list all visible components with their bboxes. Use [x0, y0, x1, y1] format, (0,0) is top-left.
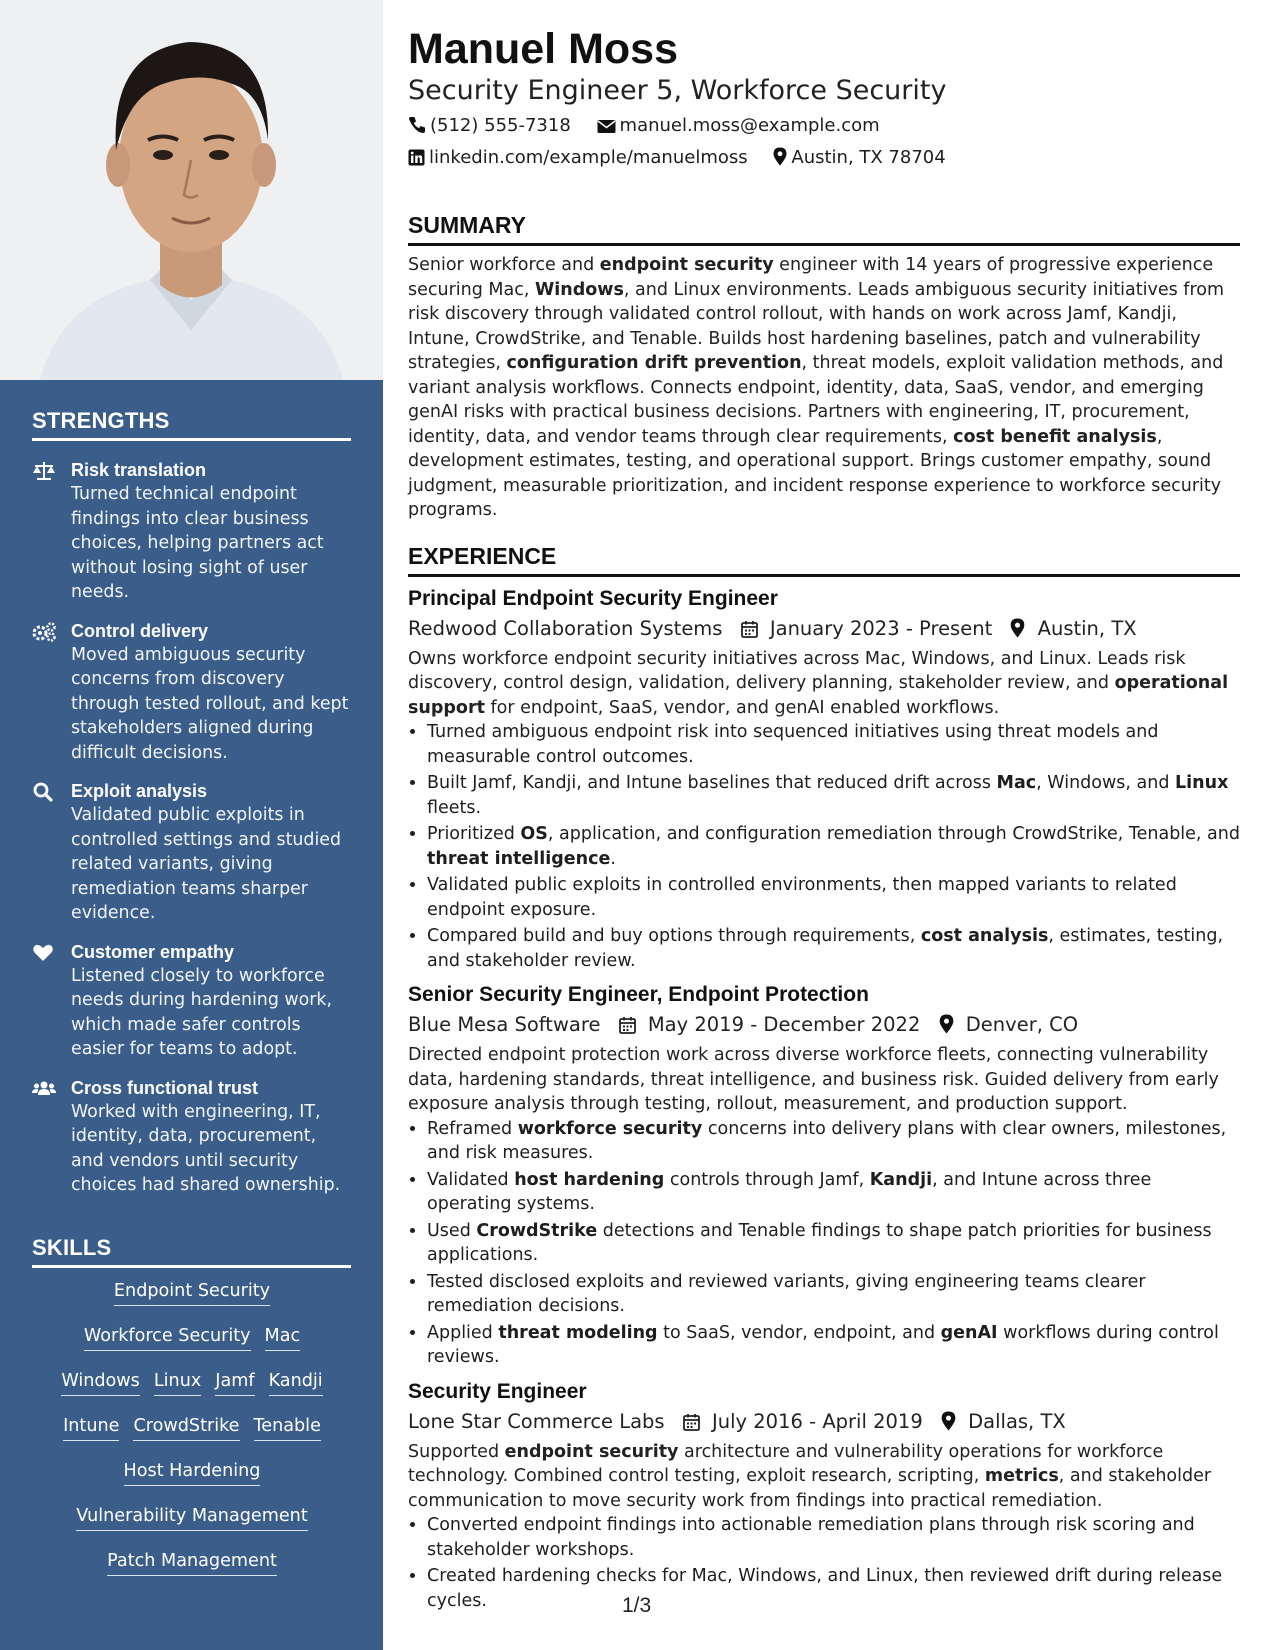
- bullet-item: [427, 924, 1240, 973]
- skill-tag: Endpoint Security: [114, 1280, 270, 1306]
- text-run: detections and Tenable findings to shape patch priorities for business applications.: [427, 1220, 1212, 1265]
- text-run: , estimates, testing, and stakeholder review.: [427, 926, 1224, 971]
- text-run: , Windows, and: [1036, 773, 1176, 793]
- text-run: Validated: [427, 1169, 515, 1190]
- calendar-icon: [741, 620, 758, 638]
- strengths-list: [32, 458, 354, 1212]
- strength-description: Validated public exploits in controlled settings and studied related variants, giving remediation teams sharper evidence.: [71, 805, 342, 923]
- job-meta: [408, 1011, 1240, 1039]
- text-run: Owns workforce endpoint security initiatives across Mac, Windows, and Linux. Leads risk discovery, control design, validation, delivery planning, stakeholder review, and: [408, 648, 1186, 693]
- strength-item: [32, 619, 354, 766]
- bold-keyword: genAI: [940, 1322, 998, 1343]
- skill-tag: Linux: [154, 1370, 201, 1396]
- strength-description: Turned technical endpoint findings into clear business choices, helping partners act without losing sight of user needs.: [71, 484, 324, 602]
- bold-keyword: Kandji: [869, 1169, 933, 1190]
- map-pin-icon: [941, 1411, 956, 1431]
- bullet-item: [427, 1117, 1240, 1166]
- job-summary: [408, 647, 1240, 721]
- text-run: .: [610, 848, 616, 869]
- location-contact: [773, 145, 945, 171]
- map-pin-icon: [1010, 618, 1025, 638]
- linkedin-icon: [408, 149, 425, 166]
- job-title: Principal Endpoint Security Engineer: [408, 586, 778, 610]
- candidate-title: Security Engineer 5, Workforce Security: [408, 75, 947, 106]
- text-run: Reframed: [427, 1118, 518, 1139]
- job-meta: [408, 615, 1240, 643]
- balance-scale-icon: [32, 461, 56, 481]
- bold-keyword: workforce security: [517, 1118, 703, 1139]
- strength-item: [32, 1076, 354, 1198]
- bold-keyword: host hardening: [514, 1169, 665, 1190]
- skill-tag: Host Hardening: [124, 1460, 261, 1486]
- bold-keyword: cost benefit analysis: [953, 426, 1157, 447]
- strength-title: Risk translation: [71, 460, 207, 480]
- text-run: Prioritized: [427, 824, 521, 844]
- skill-tag: Workforce Security: [84, 1325, 251, 1351]
- job-entry: [408, 981, 1240, 1370]
- bullet-item: [427, 873, 1240, 922]
- bold-keyword: threat intelligence: [427, 848, 611, 869]
- bullet-item: [427, 1270, 1240, 1319]
- bullet-item: [427, 1168, 1240, 1217]
- users-icon: [32, 1079, 56, 1099]
- skill-tag: Vulnerability Management: [76, 1505, 308, 1531]
- text-run: controls through Jamf,: [664, 1169, 870, 1190]
- text-run: Built Jamf, Kandji, and Intune baselines that reduced drift across: [427, 773, 997, 793]
- text-run: Created hardening checks for Mac, Windows, and Linux, then reviewed drift during release cycles.: [427, 1566, 1223, 1611]
- candidate-name: Manuel Moss: [408, 25, 678, 73]
- text-run: , and Intune across three operating systems.: [427, 1169, 1152, 1214]
- strengths-heading: STRENGTHS: [32, 408, 351, 441]
- experience-heading: EXPERIENCE: [408, 542, 1240, 577]
- strength-item: [32, 458, 354, 605]
- strength-title: Control delivery: [71, 620, 209, 641]
- strength-description: Worked with engineering, IT, identity, data, procurement, and vendors until security choices had shared ownership.: [71, 1101, 341, 1195]
- bold-keyword: metrics: [984, 1466, 1059, 1486]
- email-contact[interactable]: [597, 113, 880, 139]
- company-name: Blue Mesa Software: [408, 1013, 601, 1036]
- text-run: , application, and configuration remediation through CrowdStrike, Tenable, and: [547, 824, 1240, 844]
- bullet-item: [427, 1219, 1240, 1268]
- text-run: Validated public exploits in controlled environments, then mapped variants to related endpoint exposure.: [427, 875, 1177, 920]
- calendar-icon: [619, 1016, 636, 1034]
- text-run: Used: [427, 1220, 477, 1241]
- text-run: Applied: [427, 1322, 499, 1343]
- bullet-item: [427, 720, 1240, 769]
- sidebar: [0, 0, 383, 1650]
- text-run: , and stakeholder communication to move security work from findings into practical remediation.: [408, 1466, 1212, 1511]
- envelope-icon: [597, 118, 616, 134]
- text-run: Senior workforce and: [408, 255, 600, 275]
- bold-keyword: endpoint security: [504, 1441, 679, 1462]
- bold-keyword: cost analysis: [920, 926, 1049, 946]
- strength-title: Customer empathy: [71, 941, 235, 962]
- text-run: Converted endpoint findings into actionable remediation plans through risk scoring and stakeholder workshops.: [427, 1515, 1195, 1560]
- job-location: Dallas, TX: [968, 1409, 1066, 1433]
- text-run: Supported: [408, 1441, 505, 1462]
- text-run: , threat models, exploit validation methods, and variant analysis workflows. Connects endpoint, identity, data, SaaS, vendor, and emerging genAI risks with practical business decisions. Partners with engineering, IT, procurement, identity, data, and vendor teams through clear requirements,: [408, 353, 1224, 447]
- job-entry: [408, 585, 1240, 974]
- text-run: for endpoint, SaaS, vendor, and genAI enabled workflows.: [484, 697, 1000, 718]
- job-bullets: [408, 720, 1240, 973]
- bold-keyword: OS: [520, 824, 548, 844]
- text-run: fleets.: [427, 797, 482, 818]
- skill-tag: Tenable: [254, 1415, 321, 1441]
- text-run: , development estimates, testing, and operational support. Brings customer empathy, sound judgment, measurable prioritization, and incident response experience to workforce security programs.: [408, 426, 1222, 520]
- job-summary: [408, 1440, 1240, 1514]
- job-location: Denver, CO: [965, 1013, 1079, 1036]
- gears-icon: [32, 622, 56, 642]
- bold-keyword: endpoint security: [599, 255, 774, 275]
- contact-row: [408, 113, 1240, 139]
- text-run: Turned ambiguous endpoint risk into sequenced initiatives using threat models and measurable control outcomes.: [427, 722, 1159, 767]
- strength-description: Moved ambiguous security concerns from discovery through tested rollout, and kept stakeholders aligned during difficult decisions.: [71, 644, 349, 763]
- job-summary: [408, 1043, 1240, 1117]
- job-bullets: [408, 1513, 1240, 1613]
- email-text: manuel.moss@example.com: [619, 115, 880, 136]
- skill-tag: Windows: [61, 1370, 140, 1396]
- contact-row: [408, 145, 1240, 171]
- bullet-item: [427, 1321, 1240, 1370]
- bullet-item: [427, 822, 1240, 871]
- strength-description: Listened closely to workforce needs during hardening work, which made safer controls easier for teams to adopt.: [71, 965, 332, 1059]
- strength-title: Exploit analysis: [71, 781, 208, 801]
- job-dates: January 2023 - Present: [769, 616, 993, 640]
- company-name: Lone Star Commerce Labs: [408, 1409, 665, 1433]
- phone-text: (512) 555-7318: [430, 115, 571, 136]
- skill-tag: Kandji: [269, 1370, 323, 1396]
- job-entry: [408, 1378, 1240, 1614]
- text-run: Compared build and buy options through requirements,: [427, 926, 921, 946]
- text-run: Directed endpoint protection work across diverse workforce fleets, connecting vulnerability data, hardening standards, threat intelligence, and business risk. Guided delivery from early exposure analysis through testing, rollout, measurement, and production support.: [408, 1045, 1219, 1114]
- company-name: Redwood Collaboration Systems: [408, 616, 723, 640]
- skill-tag: Patch Management: [107, 1550, 277, 1576]
- search-icon: [32, 782, 56, 802]
- strength-title: Cross functional trust: [71, 1077, 259, 1098]
- bold-keyword: threat modeling: [498, 1322, 658, 1343]
- text-run: Tested disclosed exploits and reviewed variants, giving engineering teams clearer remediation decisions.: [427, 1271, 1146, 1316]
- strength-item: [32, 779, 354, 926]
- bold-keyword: Windows: [535, 279, 624, 300]
- page-number: 1/3: [622, 1594, 652, 1617]
- job-dates: May 2019 - December 2022: [647, 1013, 921, 1036]
- bold-keyword: configuration drift prevention: [506, 353, 802, 373]
- bold-keyword: Mac: [996, 773, 1037, 793]
- skills-heading: SKILLS: [32, 1235, 351, 1268]
- summary-heading: SUMMARY: [408, 211, 1240, 246]
- bold-keyword: Linux: [1175, 773, 1229, 793]
- phone-icon: [408, 116, 426, 134]
- bullet-item: [427, 1513, 1240, 1562]
- job-location: Austin, TX: [1037, 616, 1137, 640]
- bullet-item: [427, 1564, 1240, 1613]
- summary-text: [408, 253, 1240, 523]
- heart-icon: [32, 943, 56, 963]
- job-meta: [408, 1408, 1240, 1436]
- job-dates: July 2016 - April 2019: [712, 1409, 923, 1433]
- bold-keyword: CrowdStrike: [476, 1220, 598, 1241]
- text-run: engineer with 14 years of progressive experience securing Mac,: [408, 255, 1214, 300]
- profile-photo: [0, 0, 383, 380]
- skills-list: [32, 1280, 352, 1595]
- skill-tag: CrowdStrike: [133, 1415, 239, 1441]
- phone-contact[interactable]: [408, 113, 571, 139]
- linkedin-contact[interactable]: [408, 145, 748, 171]
- strength-item: [32, 940, 354, 1062]
- bullet-item: [427, 771, 1240, 820]
- text-run: architecture and vulnerability operations for workforce technology. Combined control testing, exploit research, scripting,: [408, 1441, 1164, 1486]
- text-run: , and Linux environments. Leads ambiguous security initiatives from risk discovery through validated control rollout, with hands on work across Jamf, Kandji, Intune, CrowdStrike, and Tenable. Builds host hardening baselines, patch and vulnerability strategies,: [408, 279, 1225, 373]
- text-run: concerns into delivery plans with clear owners, milestones, and risk measures.: [427, 1118, 1227, 1163]
- main-content: [408, 22, 1240, 1615]
- calendar-icon: [683, 1413, 700, 1431]
- map-pin-icon: [939, 1014, 954, 1034]
- text-run: to SaaS, vendor, endpoint, and: [657, 1322, 941, 1343]
- linkedin-text: linkedin.com/example/manuelmoss: [429, 147, 748, 168]
- map-pin-icon: [773, 147, 787, 166]
- job-title: Senior Security Engineer, Endpoint Protection: [408, 983, 869, 1006]
- skill-tag: Intune: [63, 1415, 119, 1441]
- location-text: Austin, TX 78704: [791, 147, 946, 168]
- job-title: Security Engineer: [408, 1379, 587, 1403]
- skill-tag: Jamf: [215, 1370, 254, 1396]
- skill-tag: Mac: [265, 1325, 301, 1351]
- bold-keyword: operational support: [408, 673, 1229, 718]
- text-run: workflows during control reviews.: [427, 1322, 1219, 1367]
- job-bullets: [408, 1117, 1240, 1370]
